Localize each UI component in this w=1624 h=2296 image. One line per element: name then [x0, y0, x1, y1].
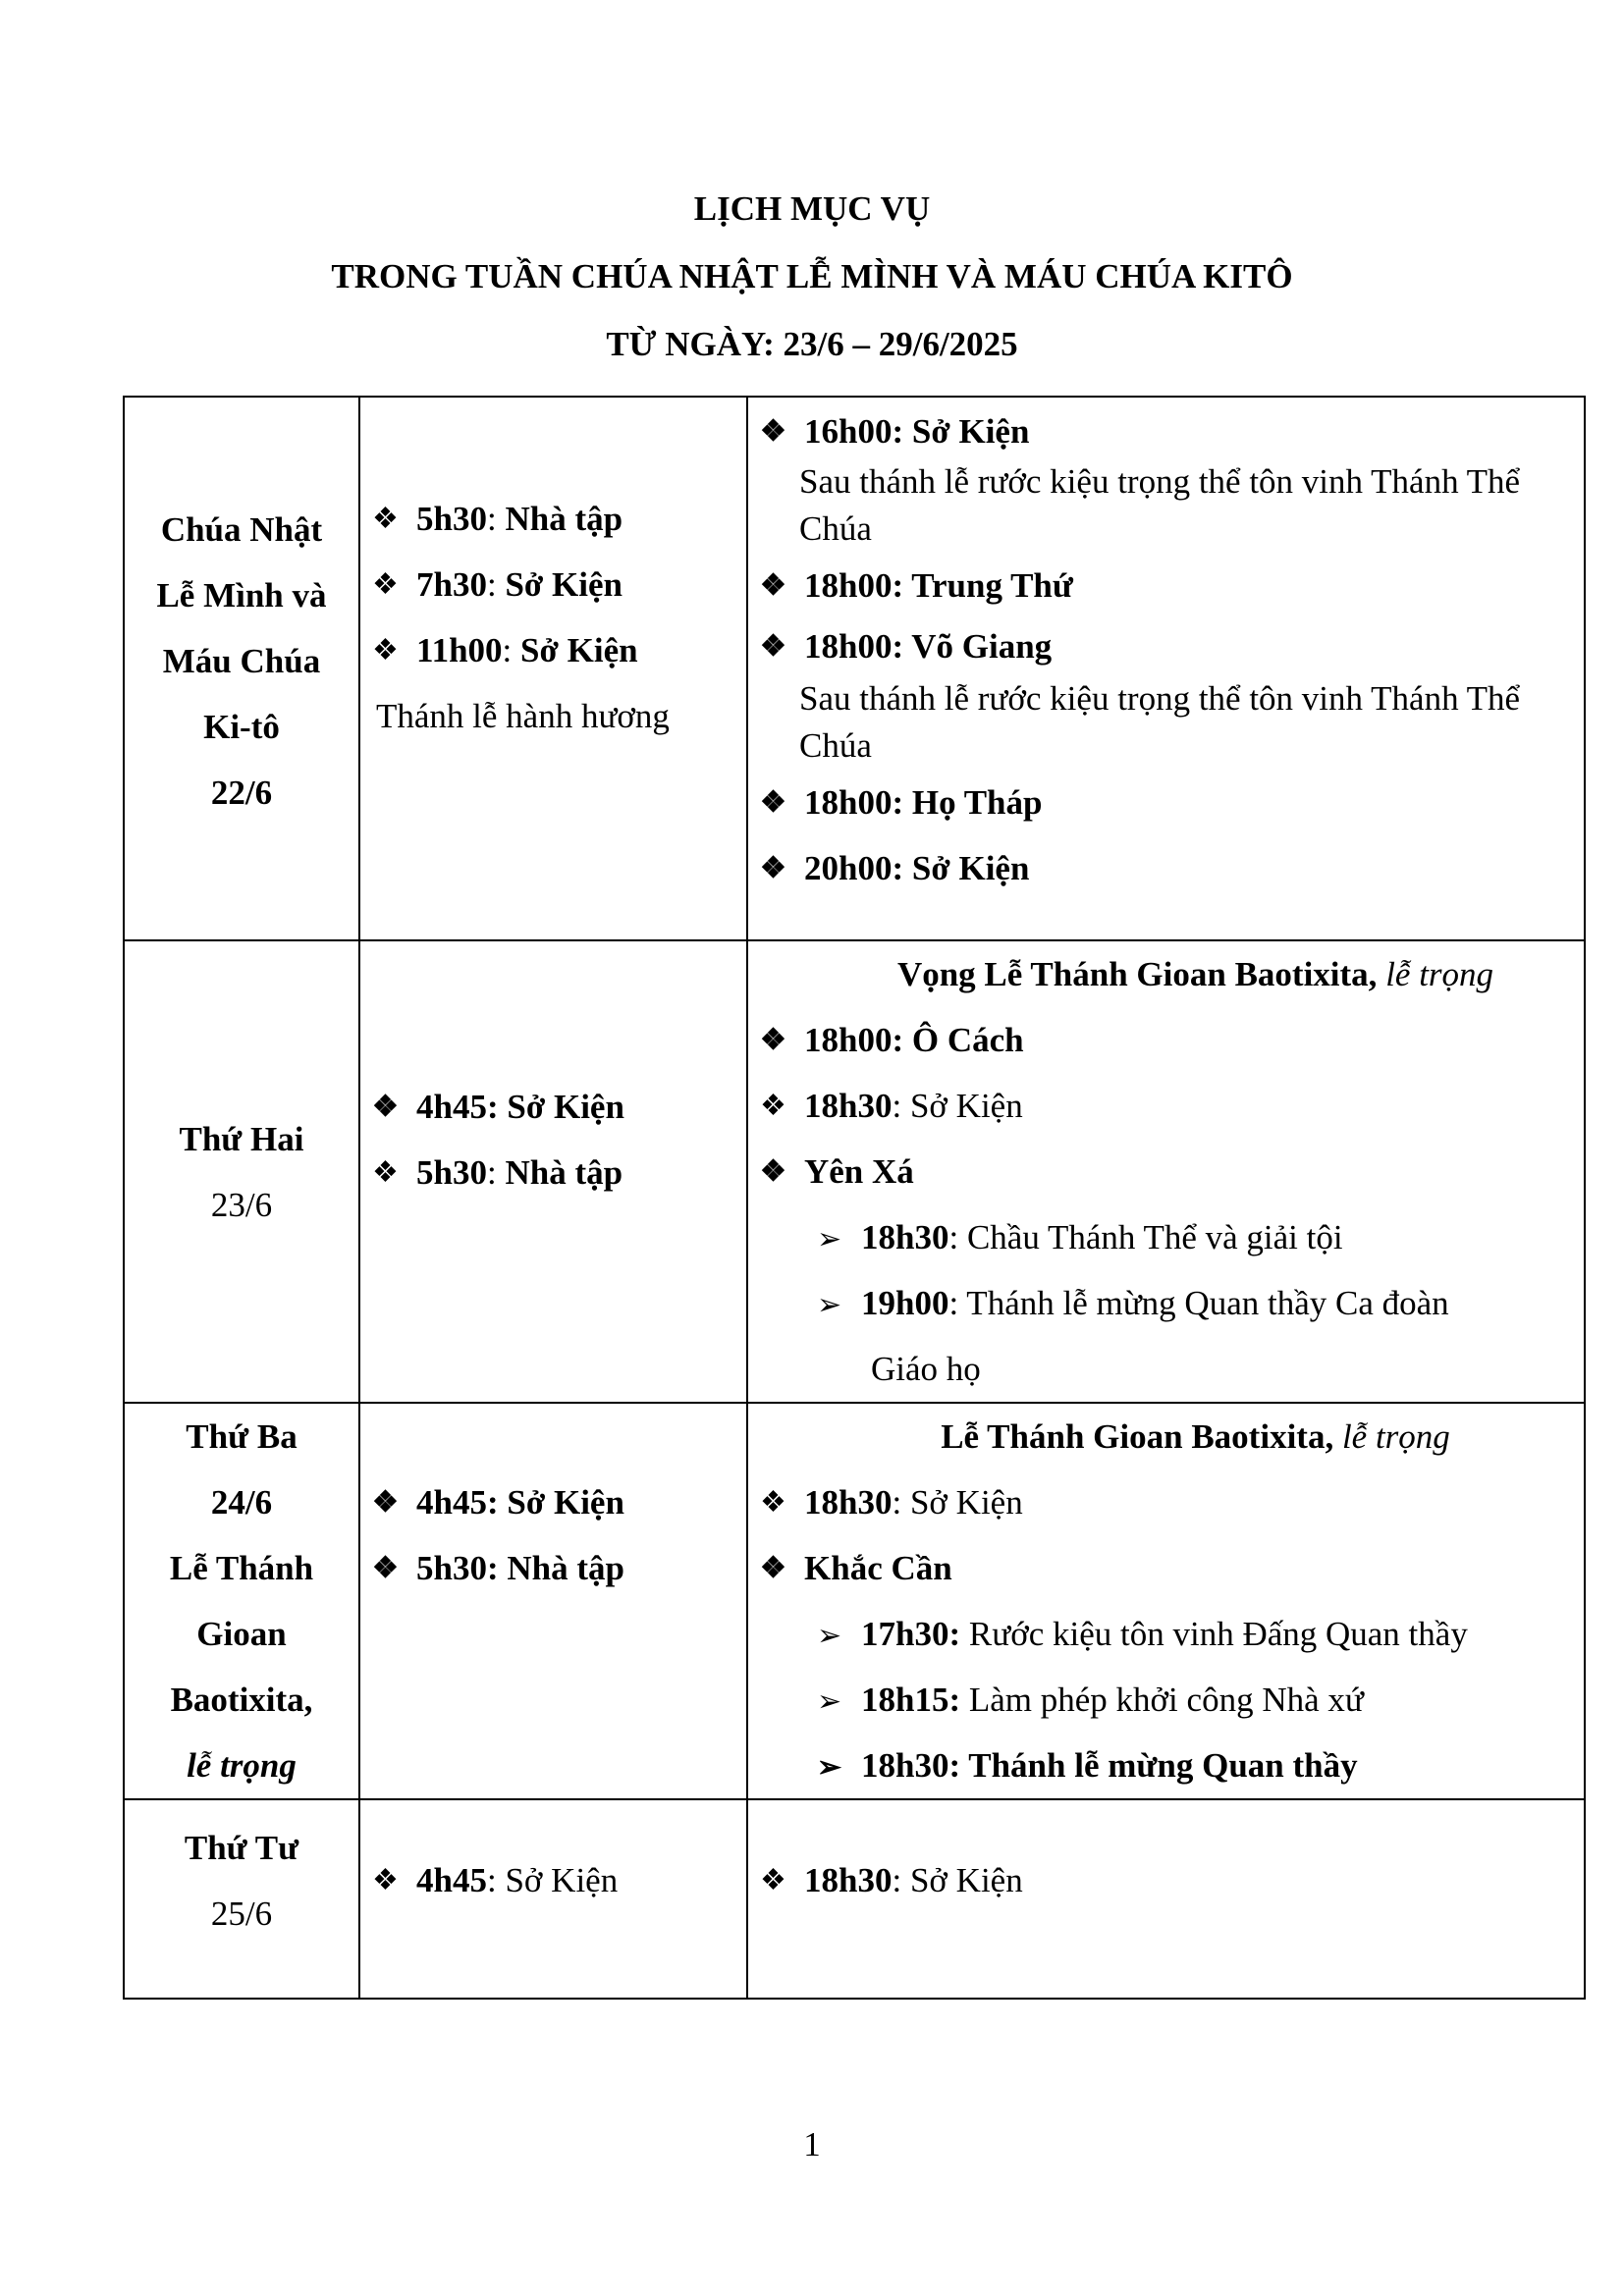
arrow-bullet-icon: ➢: [817, 1289, 842, 1321]
sub-item-continuation: Giáo họ: [871, 1350, 981, 1388]
day-name: Thứ Tư: [184, 1829, 299, 1867]
schedule-table: [123, 396, 1586, 2000]
diamond-bullet-icon: ❖: [372, 1864, 399, 1896]
day-name: Thứ Hai: [179, 1120, 304, 1158]
day-cell: [124, 1799, 359, 1999]
list-item: ❖ 18h00: Võ Giang: [748, 618, 1584, 675]
diamond-bullet-icon: ❖: [760, 415, 786, 448]
feast-name-line: Baotixita,: [170, 1681, 313, 1719]
diamond-bullet-icon: ❖: [760, 786, 786, 819]
list-item: ❖ 5h30: Nhà tập: [360, 486, 746, 552]
procession-note: Sau thánh lễ rước kiệu trọng thể tôn vinh Thánh Thể Chúa: [799, 679, 1521, 765]
day-name: Thứ Ba: [186, 1417, 298, 1456]
evening-cell: [747, 1799, 1585, 1999]
arrow-bullet-icon: ➢: [817, 1685, 842, 1718]
doc-subtitle: TRONG TUẦN CHÚA NHẬT LỄ MÌNH VÀ MÁU CHÚA KITÔ: [331, 257, 1293, 295]
sub-item: ➢ 19h00: Thánh lễ mừng Quan thầy Ca đoàn: [748, 1270, 1584, 1336]
diamond-bullet-icon: ❖: [760, 1024, 786, 1056]
sub-item: ➢ 18h30: Thánh lễ mừng Quan thầy: [748, 1733, 1584, 1798]
evening-cell: [747, 1403, 1585, 1799]
list-item: ❖ Khắc Cần: [748, 1535, 1584, 1601]
day-cell: [124, 940, 359, 1403]
diamond-bullet-icon: ❖: [372, 1091, 399, 1123]
diamond-bullet-icon: ❖: [760, 630, 786, 663]
list-item: ❖ 18h30: Sở Kiện: [748, 1073, 1584, 1139]
feast-name-line: Máu Chúa: [162, 642, 321, 680]
list-item: ❖ 18h00: Ô Cách: [748, 1007, 1584, 1073]
diamond-bullet-icon: ❖: [760, 852, 786, 884]
day-date: 22/6: [210, 774, 273, 812]
list-item: ❖ 18h30: Sở Kiện: [748, 1469, 1584, 1535]
arrow-bullet-icon: ➢: [817, 1223, 842, 1255]
doc-title: LỊCH MỤC VỤ: [693, 189, 931, 228]
diamond-bullet-icon: ❖: [372, 568, 399, 601]
diamond-bullet-icon: ❖: [372, 634, 399, 667]
list-item: ❖ 4h45: Sở Kiện: [360, 1074, 746, 1140]
list-item: ❖ 4h45: Sở Kiện: [360, 1469, 746, 1535]
evening-cell: [747, 397, 1585, 940]
procession-note: Sau thánh lễ rước kiệu trọng thể tôn vinh Thánh Thể Chúa: [799, 462, 1521, 548]
pilgrimage-note: Thánh lễ hành hương: [376, 697, 670, 735]
list-item: ❖ Yên Xá: [748, 1139, 1584, 1204]
feast-name-line: Lễ Thánh: [169, 1549, 314, 1587]
list-item: ❖ 20h00: Sở Kiện: [748, 835, 1584, 901]
morning-cell: [359, 1403, 747, 1799]
diamond-bullet-icon: ❖: [760, 1486, 786, 1519]
feast-title: Lễ Thánh Gioan Baotixita, lễ trọng: [941, 1417, 1450, 1456]
list-item: ❖ 18h30: Sở Kiện: [748, 1847, 1584, 1913]
table-row: [124, 1403, 1585, 1799]
list-item: ❖ 5h30: Nhà tập: [360, 1535, 746, 1601]
arrow-bullet-icon: ➢: [817, 1751, 842, 1784]
list-item: ❖ 18h00: Trung Thứ: [748, 553, 1584, 618]
feast-name-line: Gioan: [196, 1615, 287, 1653]
day-cell: [124, 397, 359, 940]
list-item: ❖ 5h30: Nhà tập: [360, 1140, 746, 1205]
list-item: ❖ 11h00: Sở Kiện: [360, 617, 746, 683]
document-header: [0, 191, 1624, 395]
feast-title: Vọng Lễ Thánh Gioan Baotixita, lễ trọng: [896, 955, 1494, 993]
list-item: ❖ 4h45: Sở Kiện: [360, 1847, 746, 1913]
table-row: [124, 1799, 1585, 1999]
table-row: [124, 940, 1585, 1403]
diamond-bullet-icon: ❖: [760, 1552, 786, 1584]
doc-date-range: TỪ NGÀY: 23/6 – 29/6/2025: [606, 325, 1018, 363]
diamond-bullet-icon: ❖: [760, 1864, 786, 1896]
feast-name-line: Lễ Mình và: [156, 576, 327, 614]
day-date: 24/6: [210, 1483, 273, 1522]
day-date: 25/6: [210, 1895, 273, 1933]
day-date: 23/6: [210, 1186, 273, 1224]
feast-name-line: Ki-tô: [203, 708, 280, 746]
diamond-bullet-icon: ❖: [760, 1090, 786, 1122]
diamond-bullet-icon: ❖: [760, 1155, 786, 1188]
list-item: ❖ 7h30: Sở Kiện: [360, 552, 746, 617]
diamond-bullet-icon: ❖: [372, 503, 399, 535]
sub-item: ➢ 17h30: Rước kiệu tôn vinh Đấng Quan thầy: [748, 1601, 1584, 1667]
sub-item: ➢ 18h30: Chầu Thánh Thể và giải tội: [748, 1204, 1584, 1270]
morning-cell: [359, 1799, 747, 1999]
table-row: [124, 397, 1585, 940]
list-item: ❖ 16h00: Sở Kiện: [748, 405, 1584, 458]
sub-item: ➢ 18h15: Làm phép khởi công Nhà xứ: [748, 1667, 1584, 1733]
day-cell: [124, 1403, 359, 1799]
morning-cell: [359, 397, 747, 940]
morning-cell: [359, 940, 747, 1403]
diamond-bullet-icon: ❖: [372, 1486, 399, 1519]
list-item: ❖ 18h00: Họ Tháp: [748, 770, 1584, 835]
page-number: 1: [803, 2125, 821, 2163]
diamond-bullet-icon: ❖: [760, 569, 786, 602]
diamond-bullet-icon: ❖: [372, 1156, 399, 1189]
day-name: Chúa Nhật: [160, 510, 323, 549]
diamond-bullet-icon: ❖: [372, 1552, 399, 1584]
feast-rank: lễ trọng: [187, 1746, 297, 1785]
evening-cell: [747, 940, 1585, 1403]
arrow-bullet-icon: ➢: [817, 1620, 842, 1652]
